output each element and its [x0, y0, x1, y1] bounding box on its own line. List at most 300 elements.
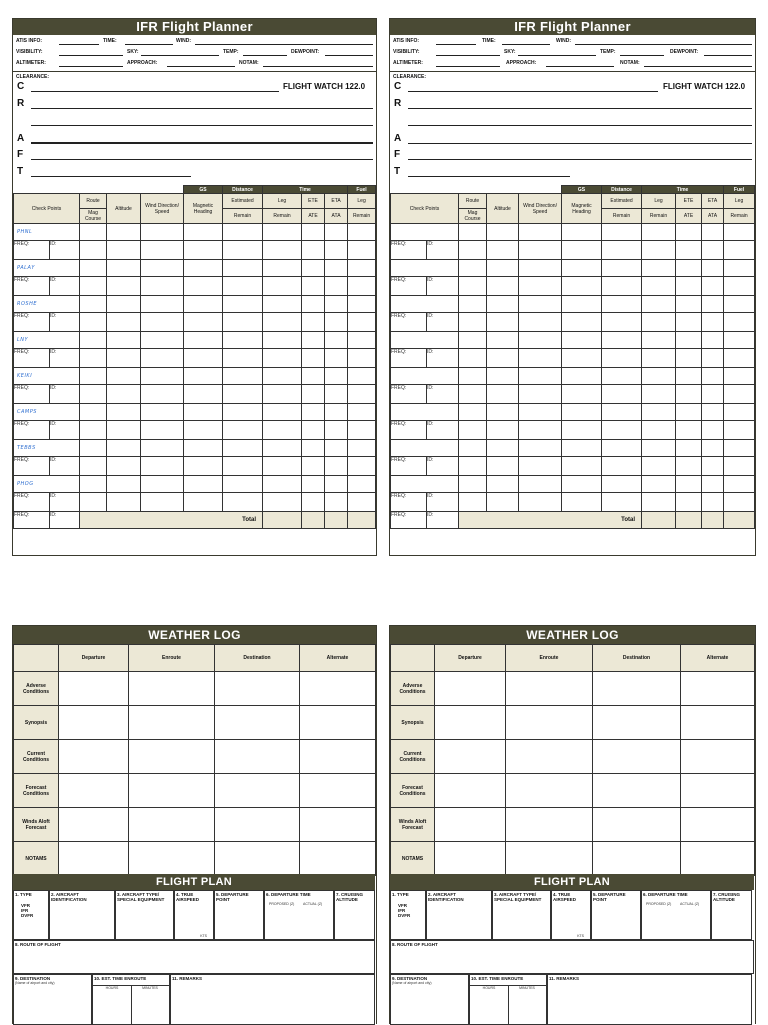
navlog-cell[interactable]: [302, 476, 325, 493]
navlog-cell[interactable]: [223, 277, 263, 296]
weather-cell[interactable]: [59, 672, 129, 706]
navlog-cell[interactable]: [519, 260, 562, 277]
navlog-cell[interactable]: [223, 260, 263, 277]
freq-cell[interactable]: FREQ:: [14, 313, 50, 332]
navlog-cell[interactable]: [223, 241, 263, 260]
navlog-cell[interactable]: [302, 296, 325, 313]
navlog-cell[interactable]: [302, 457, 325, 476]
weather-cell[interactable]: [435, 706, 506, 740]
weather-cell[interactable]: [59, 706, 129, 740]
id-cell[interactable]: ID:: [50, 349, 80, 368]
navlog-cell[interactable]: [602, 457, 642, 476]
clearance-line[interactable]: [408, 91, 658, 92]
navlog-cell[interactable]: [325, 385, 348, 404]
freq-cell[interactable]: FREQ:: [391, 241, 427, 260]
weather-cell[interactable]: [435, 774, 506, 808]
navlog-cell[interactable]: [141, 349, 184, 368]
navlog-cell[interactable]: [80, 224, 107, 241]
weather-cell[interactable]: [506, 808, 593, 842]
navlog-cell[interactable]: [325, 493, 348, 512]
fp-type-vfr[interactable]: VFR: [21, 903, 30, 908]
navlog-cell[interactable]: [724, 440, 755, 457]
navlog-cell[interactable]: [459, 457, 487, 476]
navlog-cell[interactable]: [676, 368, 702, 385]
weather-cell[interactable]: [59, 740, 129, 774]
weather-cell[interactable]: [215, 774, 300, 808]
navlog-cell[interactable]: [141, 332, 184, 349]
freq-cell[interactable]: FREQ:: [14, 493, 50, 512]
navlog-cell[interactable]: [302, 224, 325, 241]
navlog-cell[interactable]: [325, 313, 348, 332]
total-cell[interactable]: [325, 512, 348, 529]
navlog-cell[interactable]: [676, 332, 702, 349]
navlog-cell[interactable]: [80, 260, 107, 277]
navlog-cell[interactable]: [263, 277, 302, 296]
id-cell[interactable]: ID:: [427, 277, 459, 296]
navlog-cell[interactable]: [676, 313, 702, 332]
navlog-cell[interactable]: [519, 332, 562, 349]
navlog-cell[interactable]: [562, 457, 602, 476]
navlog-cell[interactable]: [325, 421, 348, 440]
weather-cell[interactable]: [215, 706, 300, 740]
navlog-cell[interactable]: [80, 385, 107, 404]
dewpoint-field[interactable]: [704, 55, 752, 56]
navlog-cell[interactable]: [80, 368, 107, 385]
navlog-cell[interactable]: [223, 404, 263, 421]
navlog-cell[interactable]: [562, 404, 602, 421]
checkpoint-name[interactable]: [391, 404, 459, 421]
navlog-cell[interactable]: [184, 277, 223, 296]
frequency-line[interactable]: [408, 159, 752, 160]
navlog-cell[interactable]: [676, 385, 702, 404]
navlog-cell[interactable]: [223, 385, 263, 404]
navlog-cell[interactable]: [487, 368, 519, 385]
weather-cell[interactable]: [129, 706, 215, 740]
navlog-cell[interactable]: [642, 493, 676, 512]
notam-field[interactable]: [644, 66, 752, 67]
weather-cell[interactable]: [681, 808, 755, 842]
weather-cell[interactable]: [300, 774, 376, 808]
navlog-cell[interactable]: [223, 476, 263, 493]
navlog-cell[interactable]: [263, 457, 302, 476]
navlog-cell[interactable]: [348, 440, 376, 457]
navlog-cell[interactable]: [642, 332, 676, 349]
navlog-cell[interactable]: [519, 277, 562, 296]
navlog-cell[interactable]: [348, 349, 376, 368]
navlog-cell[interactable]: [724, 296, 755, 313]
navlog-cell[interactable]: [107, 368, 141, 385]
navlog-cell[interactable]: [602, 296, 642, 313]
navlog-cell[interactable]: [263, 224, 302, 241]
navlog-cell[interactable]: [519, 404, 562, 421]
weather-cell[interactable]: [129, 842, 215, 876]
freq-cell[interactable]: FREQ:: [391, 385, 427, 404]
checkpoint-name[interactable]: [391, 440, 459, 457]
navlog-cell[interactable]: [642, 368, 676, 385]
navlog-cell[interactable]: [562, 260, 602, 277]
freq-cell[interactable]: FREQ:: [14, 277, 50, 296]
route-line-2[interactable]: [408, 125, 752, 126]
fp-type-dvfr[interactable]: DVFR: [398, 913, 411, 918]
altimeter-field[interactable]: [59, 66, 123, 67]
navlog-cell[interactable]: [602, 404, 642, 421]
id-cell[interactable]: ID:: [50, 512, 80, 529]
navlog-cell[interactable]: [80, 241, 107, 260]
navlog-cell[interactable]: [459, 404, 487, 421]
navlog-cell[interactable]: [325, 296, 348, 313]
navlog-cell[interactable]: [302, 313, 325, 332]
id-cell[interactable]: ID:: [427, 385, 459, 404]
total-cell[interactable]: [302, 512, 325, 529]
navlog-cell[interactable]: [562, 241, 602, 260]
navlog-cell[interactable]: [676, 277, 702, 296]
navlog-cell[interactable]: [702, 260, 724, 277]
navlog-cell[interactable]: [519, 385, 562, 404]
approach-field[interactable]: [167, 66, 235, 67]
time-field[interactable]: [502, 44, 550, 45]
navlog-cell[interactable]: [724, 260, 755, 277]
navlog-cell[interactable]: [562, 440, 602, 457]
navlog-cell[interactable]: [602, 476, 642, 493]
navlog-cell[interactable]: [676, 224, 702, 241]
navlog-cell[interactable]: [107, 332, 141, 349]
fp-type-ifr[interactable]: IFR: [398, 908, 406, 913]
navlog-cell[interactable]: [702, 421, 724, 440]
fp-minutes[interactable]: MINUTES: [508, 985, 546, 1025]
navlog-cell[interactable]: [487, 476, 519, 493]
navlog-cell[interactable]: [184, 457, 223, 476]
navlog-cell[interactable]: [642, 457, 676, 476]
weather-cell[interactable]: [435, 842, 506, 876]
weather-cell[interactable]: [300, 706, 376, 740]
navlog-cell[interactable]: [724, 385, 755, 404]
navlog-cell[interactable]: [348, 241, 376, 260]
navlog-cell[interactable]: [348, 385, 376, 404]
navlog-cell[interactable]: [184, 421, 223, 440]
id-cell[interactable]: ID:: [50, 313, 80, 332]
navlog-cell[interactable]: [562, 313, 602, 332]
navlog-cell[interactable]: [141, 296, 184, 313]
navlog-cell[interactable]: [724, 368, 755, 385]
weather-cell[interactable]: [129, 740, 215, 774]
freq-cell[interactable]: FREQ:: [391, 512, 427, 529]
navlog-cell[interactable]: [223, 493, 263, 512]
navlog-cell[interactable]: [107, 313, 141, 332]
navlog-cell[interactable]: [184, 241, 223, 260]
weather-cell[interactable]: [593, 740, 681, 774]
id-cell[interactable]: ID:: [50, 241, 80, 260]
navlog-cell[interactable]: [348, 224, 376, 241]
weather-cell[interactable]: [129, 672, 215, 706]
navlog-cell[interactable]: [223, 421, 263, 440]
navlog-cell[interactable]: [263, 368, 302, 385]
weather-cell[interactable]: [506, 740, 593, 774]
navlog-cell[interactable]: [724, 277, 755, 296]
route-line[interactable]: [31, 108, 373, 109]
navlog-cell[interactable]: [302, 241, 325, 260]
altitude-line[interactable]: [408, 143, 752, 144]
navlog-cell[interactable]: [459, 332, 487, 349]
navlog-cell[interactable]: [459, 241, 487, 260]
weather-cell[interactable]: [59, 808, 129, 842]
total-cell[interactable]: [348, 512, 376, 529]
fp-true-airspeed[interactable]: [174, 890, 214, 940]
weather-cell[interactable]: [59, 842, 129, 876]
total-cell[interactable]: [263, 512, 302, 529]
wind-field[interactable]: [575, 44, 752, 45]
freq-cell[interactable]: FREQ:: [14, 349, 50, 368]
navlog-cell[interactable]: [107, 385, 141, 404]
navlog-cell[interactable]: [107, 476, 141, 493]
navlog-cell[interactable]: [325, 368, 348, 385]
dewpoint-field[interactable]: [325, 55, 373, 56]
navlog-cell[interactable]: [223, 368, 263, 385]
navlog-cell[interactable]: [325, 224, 348, 241]
navlog-cell[interactable]: [487, 440, 519, 457]
navlog-cell[interactable]: [348, 368, 376, 385]
navlog-cell[interactable]: [602, 368, 642, 385]
total-cell[interactable]: [642, 512, 676, 529]
navlog-cell[interactable]: [263, 421, 302, 440]
fp-type-dvfr[interactable]: DVFR: [21, 913, 34, 918]
atis-info-field[interactable]: [59, 44, 99, 45]
navlog-cell[interactable]: [223, 332, 263, 349]
navlog-cell[interactable]: [702, 277, 724, 296]
freq-cell[interactable]: FREQ:: [14, 457, 50, 476]
navlog-cell[interactable]: [348, 421, 376, 440]
navlog-cell[interactable]: [676, 349, 702, 368]
weather-cell[interactable]: [435, 740, 506, 774]
fp-type[interactable]: [390, 890, 426, 940]
checkpoint-name[interactable]: CAMPS: [14, 404, 80, 421]
fp-cruising-alt[interactable]: [711, 890, 752, 940]
freq-cell[interactable]: FREQ:: [391, 493, 427, 512]
fp-route[interactable]: [13, 940, 375, 974]
navlog-cell[interactable]: [642, 476, 676, 493]
navlog-cell[interactable]: [676, 440, 702, 457]
navlog-cell[interactable]: [141, 457, 184, 476]
navlog-cell[interactable]: [263, 313, 302, 332]
freq-cell[interactable]: FREQ:: [391, 313, 427, 332]
navlog-cell[interactable]: [642, 260, 676, 277]
weather-cell[interactable]: [681, 740, 755, 774]
freq-cell[interactable]: FREQ:: [14, 512, 50, 529]
navlog-cell[interactable]: [702, 313, 724, 332]
navlog-cell[interactable]: [562, 349, 602, 368]
navlog-cell[interactable]: [302, 277, 325, 296]
fp-destination[interactable]: [13, 974, 92, 1025]
total-cell[interactable]: [724, 512, 755, 529]
altimeter-field[interactable]: [436, 66, 500, 67]
navlog-cell[interactable]: [263, 332, 302, 349]
navlog-cell[interactable]: [562, 224, 602, 241]
navlog-cell[interactable]: [642, 385, 676, 404]
fp-true-airspeed[interactable]: [551, 890, 591, 940]
navlog-cell[interactable]: [348, 260, 376, 277]
navlog-cell[interactable]: [519, 421, 562, 440]
navlog-cell[interactable]: [702, 404, 724, 421]
navlog-cell[interactable]: [223, 440, 263, 457]
freq-cell[interactable]: FREQ:: [391, 457, 427, 476]
navlog-cell[interactable]: [487, 296, 519, 313]
navlog-cell[interactable]: [107, 440, 141, 457]
fp-departure-time[interactable]: [264, 890, 334, 940]
fp-aircraft-id[interactable]: [49, 890, 115, 940]
navlog-cell[interactable]: [80, 277, 107, 296]
weather-cell[interactable]: [506, 706, 593, 740]
navlog-cell[interactable]: [184, 313, 223, 332]
navlog-cell[interactable]: [302, 404, 325, 421]
navlog-cell[interactable]: [184, 296, 223, 313]
sky-field[interactable]: [518, 55, 596, 56]
navlog-cell[interactable]: [487, 404, 519, 421]
approach-field[interactable]: [546, 66, 614, 67]
navlog-cell[interactable]: [702, 457, 724, 476]
navlog-cell[interactable]: [702, 296, 724, 313]
navlog-cell[interactable]: [263, 349, 302, 368]
navlog-cell[interactable]: [141, 493, 184, 512]
freq-cell[interactable]: FREQ:: [14, 421, 50, 440]
navlog-cell[interactable]: [459, 349, 487, 368]
navlog-cell[interactable]: [107, 260, 141, 277]
weather-cell[interactable]: [681, 774, 755, 808]
fp-aircraft-id[interactable]: [426, 890, 492, 940]
navlog-cell[interactable]: [724, 493, 755, 512]
navlog-cell[interactable]: [487, 421, 519, 440]
checkpoint-name[interactable]: [391, 296, 459, 313]
navlog-cell[interactable]: [80, 421, 107, 440]
navlog-cell[interactable]: [562, 385, 602, 404]
total-cell[interactable]: [702, 512, 724, 529]
weather-cell[interactable]: [435, 672, 506, 706]
checkpoint-name[interactable]: [391, 224, 459, 241]
fp-departure-point[interactable]: [591, 890, 641, 940]
navlog-cell[interactable]: [184, 404, 223, 421]
navlog-cell[interactable]: [263, 241, 302, 260]
navlog-cell[interactable]: [519, 493, 562, 512]
navlog-cell[interactable]: [487, 313, 519, 332]
navlog-cell[interactable]: [107, 457, 141, 476]
navlog-cell[interactable]: [141, 476, 184, 493]
navlog-cell[interactable]: [348, 313, 376, 332]
navlog-cell[interactable]: [676, 404, 702, 421]
weather-cell[interactable]: [593, 808, 681, 842]
frequency-line[interactable]: [31, 159, 373, 160]
navlog-cell[interactable]: [487, 349, 519, 368]
navlog-cell[interactable]: [459, 296, 487, 313]
temp-field[interactable]: [620, 55, 664, 56]
navlog-cell[interactable]: [184, 476, 223, 493]
navlog-cell[interactable]: [141, 241, 184, 260]
fp-minutes[interactable]: MINUTES: [131, 985, 169, 1025]
navlog-cell[interactable]: [676, 296, 702, 313]
navlog-cell[interactable]: [107, 241, 141, 260]
fp-type[interactable]: [13, 890, 49, 940]
navlog-cell[interactable]: [348, 457, 376, 476]
navlog-cell[interactable]: [325, 332, 348, 349]
navlog-cell[interactable]: [80, 313, 107, 332]
navlog-cell[interactable]: [562, 296, 602, 313]
navlog-cell[interactable]: [562, 277, 602, 296]
checkpoint-name[interactable]: PHOG: [14, 476, 80, 493]
navlog-cell[interactable]: [223, 296, 263, 313]
navlog-cell[interactable]: [602, 493, 642, 512]
weather-cell[interactable]: [506, 842, 593, 876]
navlog-cell[interactable]: [487, 224, 519, 241]
navlog-cell[interactable]: [302, 493, 325, 512]
navlog-cell[interactable]: [459, 440, 487, 457]
navlog-cell[interactable]: [348, 332, 376, 349]
navlog-cell[interactable]: [141, 385, 184, 404]
navlog-cell[interactable]: [141, 313, 184, 332]
navlog-cell[interactable]: [602, 260, 642, 277]
id-cell[interactable]: ID:: [427, 493, 459, 512]
navlog-cell[interactable]: [676, 476, 702, 493]
navlog-cell[interactable]: [302, 332, 325, 349]
navlog-cell[interactable]: [459, 421, 487, 440]
weather-cell[interactable]: [215, 808, 300, 842]
navlog-cell[interactable]: [702, 368, 724, 385]
checkpoint-name[interactable]: [391, 260, 459, 277]
navlog-cell[interactable]: [602, 241, 642, 260]
navlog-cell[interactable]: [642, 296, 676, 313]
navlog-cell[interactable]: [676, 260, 702, 277]
navlog-cell[interactable]: [80, 296, 107, 313]
navlog-cell[interactable]: [107, 349, 141, 368]
navlog-cell[interactable]: [562, 368, 602, 385]
navlog-cell[interactable]: [107, 493, 141, 512]
navlog-cell[interactable]: [107, 421, 141, 440]
weather-cell[interactable]: [681, 672, 755, 706]
navlog-cell[interactable]: [325, 440, 348, 457]
navlog-cell[interactable]: [263, 476, 302, 493]
navlog-cell[interactable]: [348, 493, 376, 512]
weather-cell[interactable]: [300, 740, 376, 774]
weather-cell[interactable]: [593, 706, 681, 740]
weather-cell[interactable]: [435, 808, 506, 842]
freq-cell[interactable]: FREQ:: [391, 277, 427, 296]
navlog-cell[interactable]: [487, 260, 519, 277]
navlog-cell[interactable]: [702, 349, 724, 368]
fp-est-time[interactable]: [92, 974, 170, 1025]
navlog-cell[interactable]: [80, 349, 107, 368]
freq-cell[interactable]: FREQ:: [14, 241, 50, 260]
navlog-cell[interactable]: [80, 493, 107, 512]
navlog-cell[interactable]: [459, 476, 487, 493]
weather-cell[interactable]: [59, 774, 129, 808]
navlog-cell[interactable]: [724, 224, 755, 241]
navlog-cell[interactable]: [80, 457, 107, 476]
fp-aircraft-type[interactable]: [115, 890, 174, 940]
fp-est-time[interactable]: [469, 974, 547, 1025]
checkpoint-name[interactable]: PALAY: [14, 260, 80, 277]
navlog-cell[interactable]: [348, 277, 376, 296]
navlog-cell[interactable]: [676, 493, 702, 512]
fp-type-vfr[interactable]: VFR: [398, 903, 407, 908]
weather-cell[interactable]: [215, 672, 300, 706]
weather-cell[interactable]: [215, 740, 300, 774]
temp-field[interactable]: [243, 55, 287, 56]
weather-cell[interactable]: [593, 774, 681, 808]
sky-field[interactable]: [141, 55, 219, 56]
navlog-cell[interactable]: [724, 457, 755, 476]
navlog-cell[interactable]: [141, 277, 184, 296]
checkpoint-name[interactable]: [391, 368, 459, 385]
navlog-cell[interactable]: [223, 349, 263, 368]
navlog-cell[interactable]: [602, 385, 642, 404]
navlog-cell[interactable]: [325, 457, 348, 476]
navlog-cell[interactable]: [487, 493, 519, 512]
